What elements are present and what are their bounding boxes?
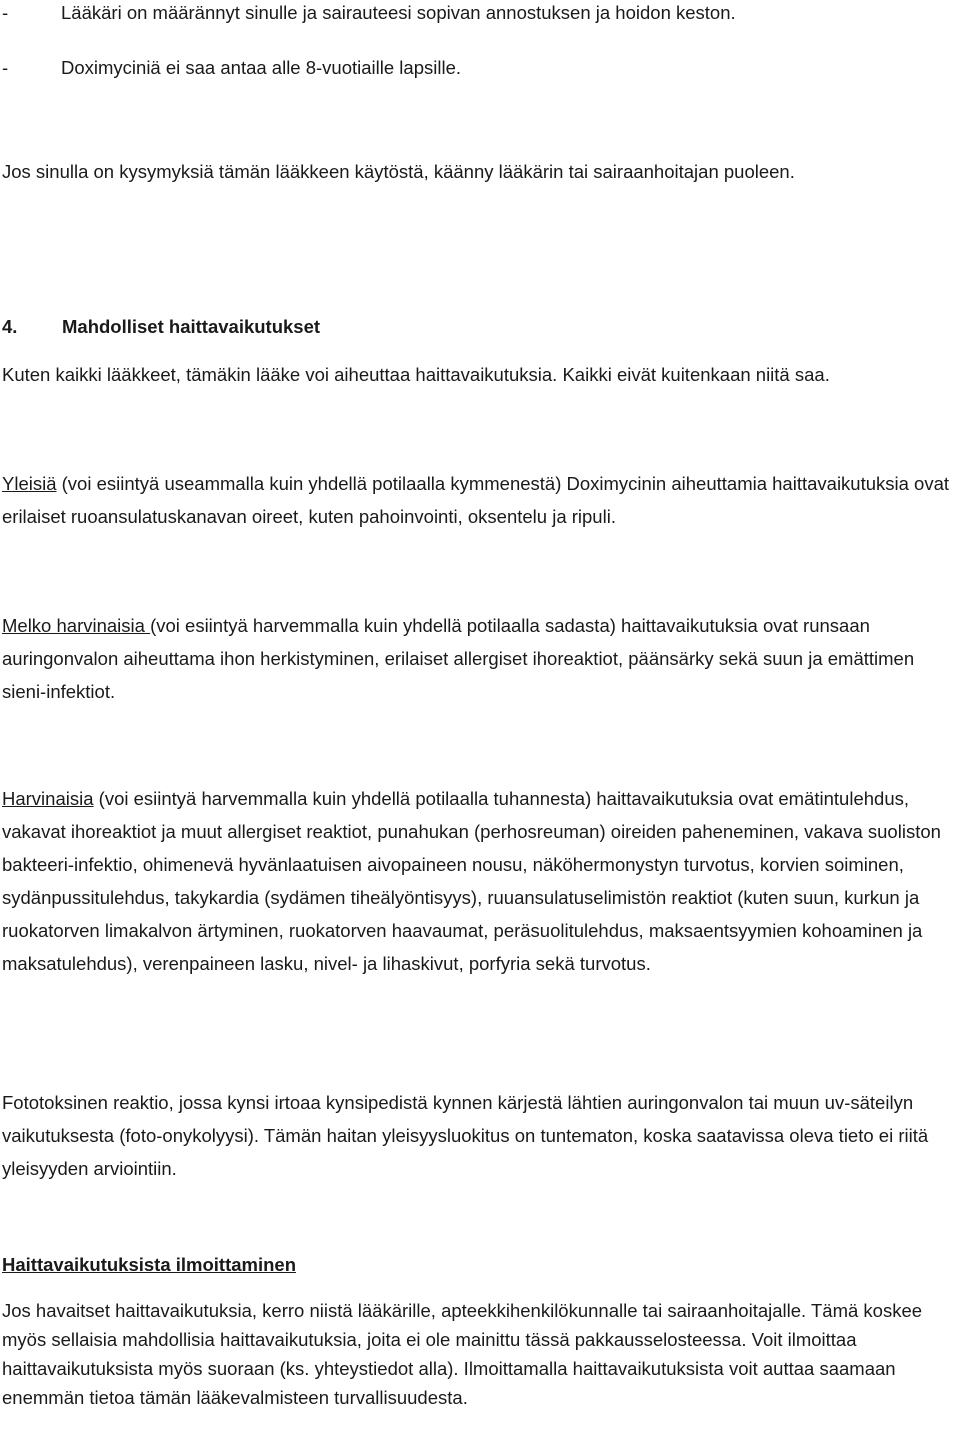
- section-title: Mahdolliset haittavaikutukset: [62, 316, 321, 337]
- rare-side-effects-text: (voi esiintyä harvemmalla kuin yhdellä potilaalla tuhannesta) haittavaikutuksia ovat emätintulehdus, vakavat ihoreaktiot ja muut allergiset reaktiot, punahukan (perhosreuman) oireiden paheneminen, vakava suoliston bakteeri-infektio, ohimenevä hyvänlaatuisen aivopaineen nousu, näköhermonystyn turvotus, korvien soiminen, sydänpussitulehdus, takykardia (sydämen tiheälyöntisyys), ruuansulatuselimistön reaktiot (kuten suun, kurkun ja ruokatorven limakalvon ärtyminen, ruokatorven haavaumat, peräsuolitulehdus, maksaentsyymien kohoaminen ja maksatulehdus), verenpaineen lasku, nivel- ja lihaskivut, porfyria sekä turvotus.: [2, 788, 941, 974]
- bullet-text: Doximyciniä ei saa antaa alle 8-vuotiaille lapsille.: [61, 57, 462, 78]
- reporting-heading: [2, 1248, 957, 1281]
- section-heading: [2, 310, 957, 343]
- section-number: 4.: [2, 316, 18, 337]
- section-intro: Kuten kaikki lääkkeet, tämäkin lääke voi aiheuttaa haittavaikutuksia. Kaikki eivät kuitenkaan niitä saa.: [2, 364, 830, 385]
- uncommon-side-effects-paragraph: [2, 609, 957, 708]
- questions-paragraph: Jos sinulla on kysymyksiä tämän lääkkeen käytöstä, käänny lääkärin tai sairaanhoitajan puoleen.: [2, 161, 795, 182]
- common-side-effects-paragraph: [2, 467, 957, 533]
- rare-side-effects-paragraph: [2, 782, 957, 980]
- uncommon-side-effects-text: (voi esiintyä harvemmalla kuin yhdellä potilaalla sadasta) haittavaikutuksia ovat runsaan auringonvalon aiheuttama ihon herkistyminen, erilaiset allergiset ihoreaktiot, päänsärky sekä suun ja emättimen sieni-infektiot.: [2, 615, 915, 702]
- common-side-effects-text: (voi esiintyä useammalla kuin yhdellä potilaalla kymmenestä) Doximycinin aiheuttamia haittavaikutuksia ovat erilaiset ruoansulatuskanavan oireet, kuten pahoinvointi, oksentelu ja ripuli.: [2, 473, 950, 527]
- phototoxic-paragraph: Fototoksinen reaktio, jossa kynsi irtoaa kynsipedistä kynnen kärjestä lähtien auringonvalon tai muun uv-säteilyn vaikutuksesta (foto-onykolyysi). Tämän haitan yleisyysluokitus on tuntematon, koska saatavissa oleva tieto ei riitä yleisyyden arviointiin.: [2, 1092, 929, 1179]
- bullet-dash: -: [2, 57, 9, 78]
- bullet-item: [2, 0, 957, 29]
- frequency-label-uncommon: Melko harvinaisia: [2, 615, 151, 636]
- reporting-title: Haittavaikutuksista ilmoittaminen: [2, 1254, 297, 1275]
- reporting-paragraph: Jos havaitset haittavaikutuksia, kerro niistä lääkärille, apteekkihenkilökunnalle tai sairaanhoitajalle. Tämä koskee myös sellaisia mahdollisia haittavaikutuksia, joita ei ole mainittu tässä pakkausselosteessa. Voit ilmoittaa haittavaikutuksista myös suoraan (ks. yhteystiedot alla). Ilmoittamalla haittavaikutuksista voit auttaa saamaan enemmän tietoa tämän lääkevalmisteen turvallisuudesta.: [2, 1300, 923, 1408]
- frequency-label-common: Yleisiä: [2, 473, 57, 494]
- bullet-text: Lääkäri on määrännyt sinulle ja sairauteesi sopivan annostuksen ja hoidon keston.: [61, 2, 736, 23]
- bullet-item: [2, 51, 957, 84]
- bullet-dash: -: [2, 2, 9, 23]
- frequency-label-rare: Harvinaisia: [2, 788, 94, 809]
